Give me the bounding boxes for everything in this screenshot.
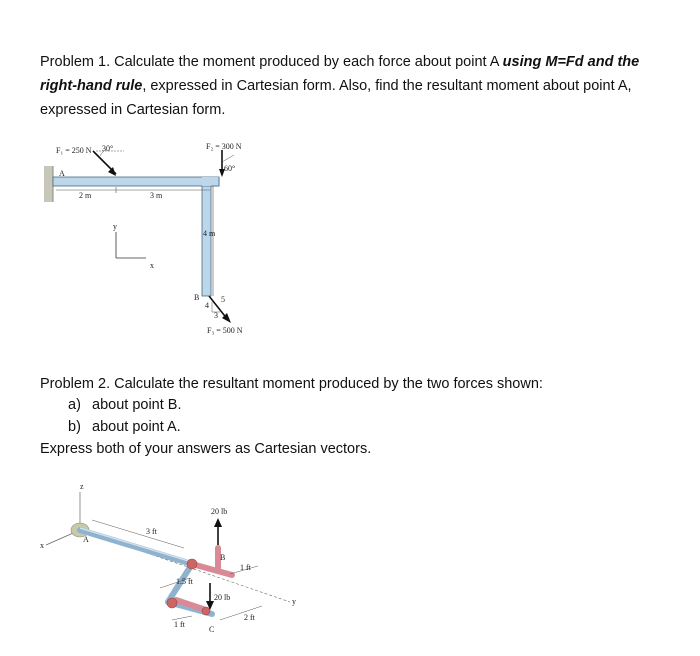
f1-label: F₁ = 250 N bbox=[56, 146, 92, 155]
axis-x-label-2: x bbox=[40, 541, 44, 550]
f1-angle: 30° bbox=[102, 144, 114, 153]
axis-z-label: z bbox=[80, 482, 84, 491]
pipe-b-segment bbox=[192, 564, 232, 575]
dim-1ft-right: 1 ft bbox=[240, 563, 251, 572]
point-b-label-2: B bbox=[220, 553, 226, 562]
f3-label: F₃ = 500 N bbox=[207, 326, 243, 335]
dim-2m: 2 m bbox=[79, 191, 92, 200]
f2-label: F₂ = 300 N bbox=[206, 142, 242, 151]
dim-3m: 3 m bbox=[150, 191, 163, 200]
point-a-label: A bbox=[59, 169, 65, 178]
dim-1-5ft: 1.5 ft bbox=[176, 577, 193, 586]
point-c-label-2: C bbox=[209, 625, 215, 634]
pipe-a-b bbox=[80, 530, 192, 564]
dim-1ft-bottom: 1 ft bbox=[174, 620, 185, 629]
item-b-label: b) bbox=[68, 419, 81, 435]
problem-1-rest: , expressed in Cartesian form. Also, find the resultant moment about point A, expressed in Cartesian form. bbox=[40, 78, 632, 118]
f2-angle: 60° bbox=[224, 164, 236, 173]
problem-1-method: using M=Fd and the right-hand rule bbox=[40, 54, 640, 94]
item-a-label: a) bbox=[68, 397, 81, 413]
axis-x-label: x bbox=[150, 261, 154, 270]
problem-2-intro: Problem 2. Calculate the resultant moment produced by the two forces shown: bbox=[40, 376, 543, 392]
axis-y-label: y bbox=[113, 222, 117, 231]
point-b-label: B bbox=[194, 293, 200, 302]
force-bottom-label: 20 lb bbox=[214, 593, 231, 602]
problem-2-closing: Express both of your answers as Cartesian vectors. bbox=[40, 441, 372, 457]
slope-5: 5 bbox=[221, 295, 225, 304]
item-a-text: about point B. bbox=[92, 397, 182, 413]
slope-4: 4 bbox=[205, 301, 209, 310]
force-top-label: 20 lb bbox=[211, 507, 228, 516]
dim-2ft: 2 ft bbox=[244, 613, 255, 622]
item-b-text: about point A. bbox=[92, 419, 181, 435]
dim-4m: 4 m bbox=[203, 229, 216, 238]
point-a-label-2: A bbox=[83, 535, 89, 544]
dim-3ft: 3 ft bbox=[146, 527, 157, 536]
axis-y-label-2: y bbox=[292, 597, 296, 606]
problem-1-intro: Problem 1. Calculate the moment produced by each force about point A bbox=[40, 54, 503, 70]
slope-3: 3 bbox=[214, 311, 218, 320]
